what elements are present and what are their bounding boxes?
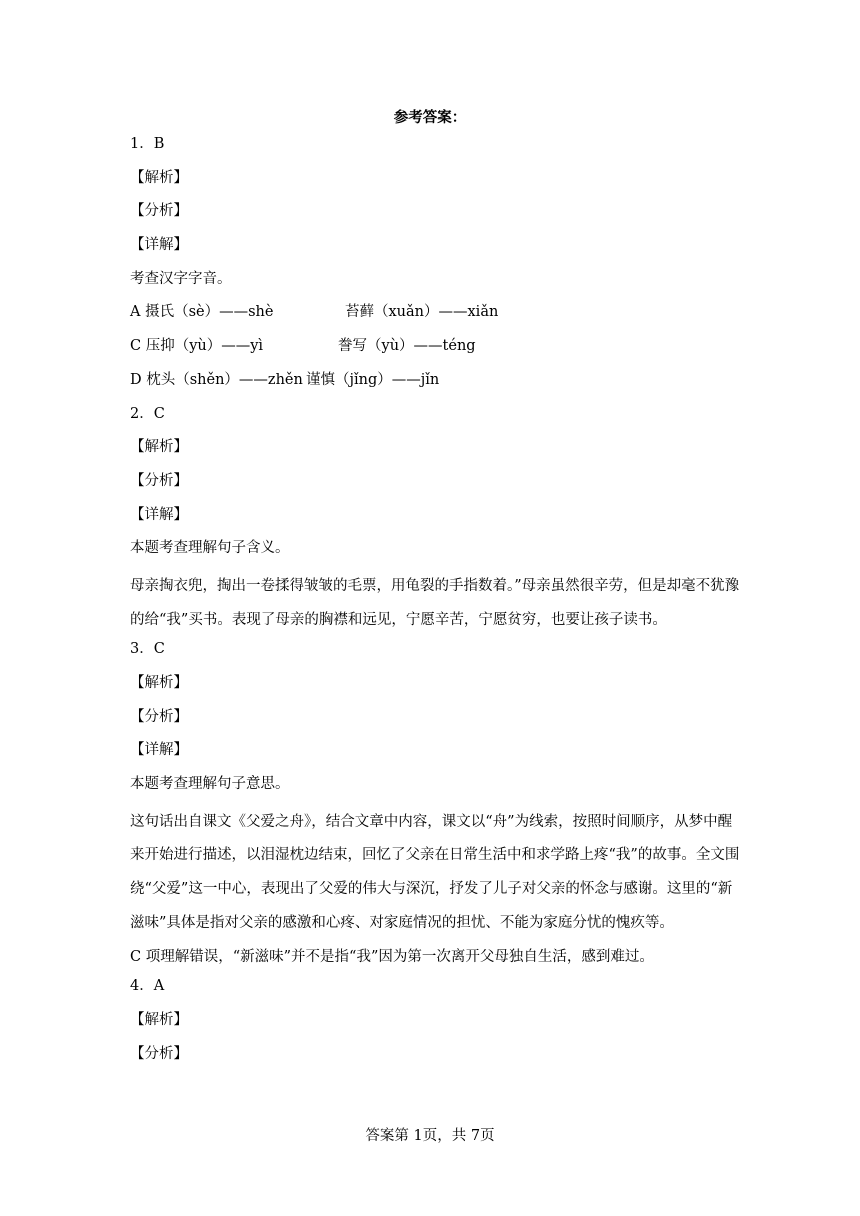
q3-number: 3．C (130, 641, 165, 658)
q3-fenxi: 【分析】 (130, 708, 188, 725)
q3-xiangjie: 【详解】 (130, 742, 188, 759)
q1-jiexi: 【解析】 (130, 169, 188, 186)
q2-body: 母亲掏衣兜，掏出一卷揉得皱皱的毛票，用龟裂的手指数着。”母亲虽然很辛劳，但是却毫不犹豫的给“我”买书。表现了母亲的胸襟和远见，宁愿辛苦，宁愿贫穷，也要让孩子读书。 (130, 577, 740, 628)
q1-xiangjie: 【详解】 (130, 237, 188, 254)
q2-number: 2．C (130, 405, 165, 422)
q1-option-c-part2: 誊写（yù）——téng (338, 338, 476, 355)
q1-option-d-part2: 谨慎（jǐng）——jǐn (306, 371, 440, 388)
q3-intro: 本题考查理解句子意思。 (130, 776, 290, 793)
q1-option-a-part2: 苔藓（xuǎn）——xiǎn (345, 304, 499, 321)
q3-conclusion: C 项理解错误，“新滋味”并不是指“我”因为第一次离开父母独自生活，感到难过。 (130, 948, 654, 965)
q1-option-d-row (130, 368, 740, 402)
q3-body: 这句话出自课文《父爱之舟》，结合文章中内容，课文以“舟”为线索，按照时间顺序，从梦中醒来开始进行描述，以泪湿枕边结束，回忆了父亲在日常生活中和求学路上疼“我”的故事。全文围绕“父爱”这一中心，表现出了父爱的伟大与深沉，抒发了儿子对父亲的怀念与感谢。这里的“新滋味”具体是指对父亲的感激和心疼、对家庭情况的担忧、不能为家庭分忧的愧疚等。 (130, 813, 740, 931)
q1-fenxi: 【分析】 (130, 203, 188, 220)
answer-content (130, 132, 740, 1075)
q2-fenxi: 【分析】 (130, 472, 188, 489)
page-footer: 答案第 1页，共 7页 (365, 1128, 495, 1144)
q4-jiexi: 【解析】 (130, 1011, 188, 1028)
q1-option-c-part1: C 压抑（yù）——yì (130, 338, 264, 355)
q4-fenxi: 【分析】 (130, 1045, 188, 1062)
q2-xiangjie: 【详解】 (130, 506, 188, 523)
q1-option-a-part1: A 摄氏（sè）——shè (130, 304, 274, 321)
q1-number: 1．B (130, 136, 165, 152)
q1-option-d-part1: D 枕头（shěn）——zhěn (130, 371, 303, 388)
q2-intro: 本题考查理解句子含义。 (130, 540, 290, 557)
q3-jiexi: 【解析】 (130, 675, 188, 692)
q1-intro: 考查汉字字音。 (130, 270, 232, 287)
q2-jiexi: 【解析】 (130, 439, 188, 456)
q1-option-a-row (130, 300, 740, 334)
q1-option-c-row (130, 334, 740, 368)
page-title: 参考答案： (393, 109, 467, 126)
q4-number: 4．A (130, 978, 165, 995)
